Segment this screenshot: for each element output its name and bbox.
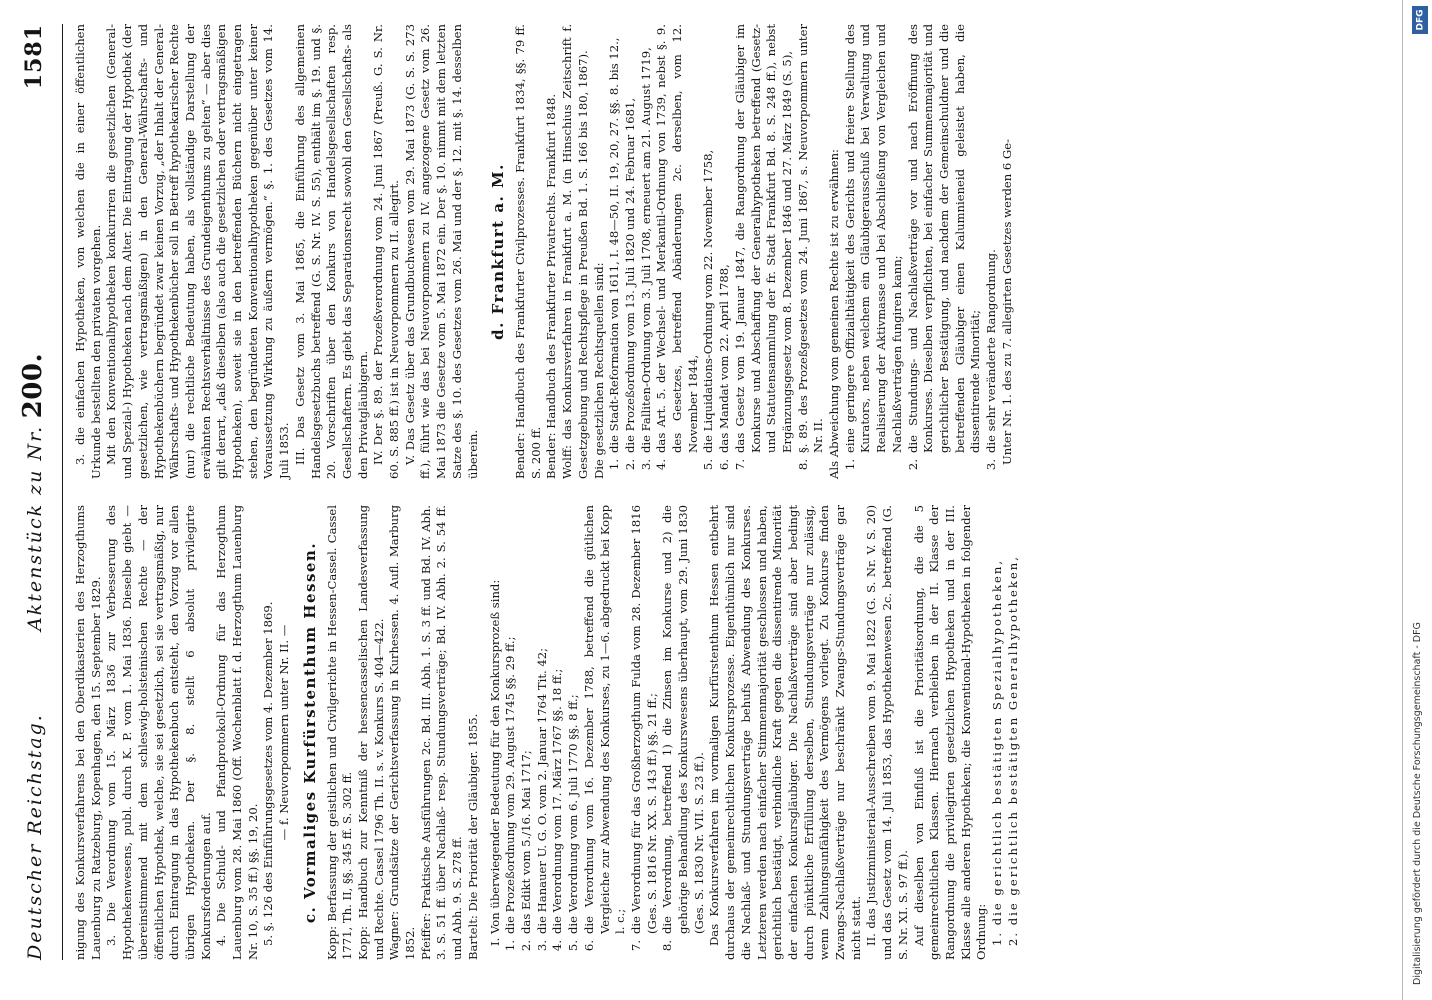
- list-text: das Gesetz vom 19. Januar 1847, die Rangordnung der Gläubiger im Konkurse und Abschaffung der Generalhypotheken betreffend (Gesetz- und Statutensammlung der fr. Stadt Frankfurt Bd. 8. S. 248 ff.), nebst Ergänzungsgesetz vom 8. Dezember 1846 und 27. März 1849 (S. 5),: [732, 24, 794, 453]
- section-heading-d: d. Frankfurt a. M.: [489, 163, 508, 340]
- list-item: [843, 24, 906, 479]
- paragraph: Als Abweichung vom gemeinen Rechte ist zu erwähnen:: [827, 149, 842, 479]
- list-item: [717, 24, 733, 479]
- list-text: die Stadt-Reformation von 1611, I. 48—50, II. 19, 20, 27. §§. 8. bis 12.,: [607, 37, 622, 453]
- list-text: die Verordnung vom 16. Dezember 1788, betreffend die gütlichen Vergleiche zur Abwendung des Konkurses, zu 1—6. abgedruckt bei Kopp l. c.;: [581, 505, 628, 934]
- list-item: [629, 505, 660, 960]
- cross-reference: — f. Neuvorpommern unter Nr. II. —: [277, 624, 292, 841]
- paragraph: II. das Justizministerial-Ausschreiben vom 9. Mai 1822 (G. S. Nr. V. S. 20) und das Gesetz vom 14. Juli 1853, das Hypothekenwesen 2c. betreffend (G. S. Nr. XI. S. 97 ff.).: [864, 505, 910, 960]
- list-text: die Verordnung, betreffend 1) die Zinsen im Konkurse und 2) die gehörige Behandlung des Konkurswesens überhaupt, vom 29. Juni 1830 (Ges. S. 1830 Nr. VII. S. 23 ff.).: [660, 505, 706, 934]
- list-text: §. 89. des Prozeßgesetzes vom 24. Juni 1867, s. Neuvorpommern unter Nr. II.: [795, 24, 826, 453]
- list-item: [623, 24, 639, 479]
- source-list: [503, 505, 707, 960]
- list-text: das Mandat vom 22. April 1788,: [717, 264, 732, 453]
- paragraph: Mit den Konventionalhypotheken konkurriren die gesetzlichen (General- und Spezial-) Hypotheken nach dem Alter. Die Eintragung der Hypothek (der gesetzlichen, wie vertragsmäßigen) in den General-Währschafts- und Hypothekenbüchern begründet zwar keinen Vorzug, „der Inhalt der General-Währschafts- und Hypothekenbücher soll in Betreff hypothekarischer Rechte (nur) die rechtliche Bedeutung haben, als vollständige Darstellung der erwähnten Rechtsverhältnisse des Grundeigenthums zu gelten“ — aber dies gilt derart, „daß dieselben (also auch die gesetzlichen oder vertragsmäßigen Hypotheken), soweit sie in den betreffenden Büchern nicht eingetragen stehen, den begründeten Konventionalhypotheken gegenüber unter keiner Voraussetzung Wirkung zu äußern vermögen.“ §. 1. des Gesetzes vom 14. Juli 1853.: [104, 24, 292, 479]
- header-document-ref: [18, 353, 48, 631]
- list-text: die Verordnung vom 6. Juli 1770 §§. 8 ff.;: [566, 694, 581, 934]
- list-item: [654, 24, 701, 479]
- running-head: [18, 24, 63, 960]
- list-number: 8.: [660, 940, 675, 952]
- list-text: die Prozeßordnung vom 29. August 1745 §§. 29 ff.;: [503, 636, 518, 934]
- list-item: [701, 24, 717, 479]
- paragraph: 3. die einfachen Hypotheken, von welchen die in einer öffentlichen Urkunde bestellten den privaten vorgehen.: [73, 24, 103, 479]
- list-text: die Hanauer U. G. O. vom 2. Januar 1764 Tit. 42;: [534, 647, 549, 934]
- list-item: [503, 505, 519, 960]
- paragraph: nigung des Konkursverfahrens bei den Oberdikasterien des Herzogthums Lauenburg zu Ratzeburg, Kopenhagen, den 15. September 1829.: [73, 505, 103, 960]
- list-number: 5.: [701, 459, 716, 471]
- list-number: 4.: [550, 940, 565, 952]
- list-item: [796, 24, 827, 479]
- list-text: die sehr veränderte Rangordnung.: [984, 249, 999, 453]
- list-item: [566, 505, 582, 960]
- list-number: 2.: [622, 459, 637, 471]
- list-text: das Art. 5. der Wechsel- und Merkantil-Ordnung von 1739, nebst §. 9. des Gesetzes, betreffend Abänderungen 2c. derselben, vom 12. November 1844,: [654, 24, 700, 453]
- header-ref-prefix: Aktenstück zu Nr.: [24, 424, 46, 631]
- list-item: [550, 505, 566, 960]
- paragraph: Das Konkursverfahren im vormaligen Kurfürstenthum Hessen entbehrt durchaus der gemeinrechtlichen Konkursprozesse. Eigenthümlich nur sind die Nachlaß- und Stundungsverträge behufs Abwendung des Konkurses. Letzteren werden nach einfacher Stimmenmajorität geschlossen und haben, gerichtlich bestätigt, verbindliche Kraft gegen die dissentirende Minorität der einfachen Konkursgläubiger. Die Nachlaßverträge sind aber bedingt durch pünktliche Erfüllung derselben, Stundungsverträge nur zulässig, wenn Zahlungsunfähigkeit des Vermögens vorliegt. Zu Konkurse finden Zwangs-Nachlaßverträge nur beschränkt Zwangs-Stundungsverträge gar nicht statt.: [707, 505, 863, 960]
- list-item: [733, 24, 796, 479]
- paragraph: IV. Der §. 89. der Prozeßverordnung vom 24. Juni 1867 (Preuß. G. S. Nr. 60. S. 885 ff.) ist in Neuvorpommern zu II. allegirt.: [371, 24, 402, 479]
- deviation-list: [843, 24, 1000, 479]
- section-heading-c: c. Vormaliges Kurfürstenthum Hessen.: [300, 541, 319, 924]
- list-item: [607, 24, 623, 479]
- list-number: 3.: [638, 459, 653, 471]
- list-text: die Prozeßordnung vom 13. Juli 1820 und 24. Februar 1681,: [622, 97, 637, 453]
- list-text: das Edikt vom 5./16. Mai 1717;: [518, 750, 533, 934]
- paragraph: 4. Die Schuld- und Pfandprotokoll-Ordnung für das Herzogthum Lauenburg vom 28. Mai 1860 (Off. Wochenblatt f. d. Herzogthum Lauenburg Nr. 10, S. 35 ff.) §§. 19, 20.: [214, 505, 260, 960]
- list-number: 7.: [628, 940, 643, 952]
- list-number: 8.: [795, 459, 810, 471]
- literature-entry: Kopp: Handbuch zur Kenntniß der hessencasselischen Landesverfassung und Rechte. Cassel 1796 Th. II. s. v. Konkurs S. 404—422.: [355, 505, 386, 960]
- list-text: die Verordnung vom 17. März 1767 §§. 18 ff.;: [550, 668, 565, 934]
- list-item: [535, 505, 551, 960]
- list-item: [519, 505, 535, 960]
- literature-entry: Wolff: das Konkursverfahren in Frankfurt a. M. (in Hinschius Zeitschrift f. Gesetzgebung und Rechtspflege in Preußen Bd. 1. S. 166 bis 180, 1867).: [560, 24, 590, 479]
- dfg-logo-text: DFG: [1415, 9, 1426, 31]
- dfg-watermark: Digitalisierung gefördert durch die Deutsche Forschungsgemeinschaft - DFG: [1412, 622, 1423, 985]
- literature-entry: Bender: Handbuch des Frankfurter Privatrechts. Frankfurt 1848.: [544, 93, 559, 479]
- header-ref-number: 200.: [18, 353, 48, 419]
- literature-entry: Bender: Handbuch des Frankfurter Civilprozesses. Frankfurt 1834, §§. 79 ff. S. 200 ff.: [512, 24, 543, 479]
- list-number: 1.: [503, 940, 518, 952]
- paragraph: 3. Die Verordnung vom 15. März 1836 zur Verbesserung des Hypothekenwesens, publ. durch K. P. vom 1. Mai 1836. Dieselbe giebt — übereinstimmend mit dem schleswig-holsteinischen Rechte — der öffentlichen Hypothek, welche, sie sei gesetzlich, sei sie vertragsmäßig, nur durch Eintragung in das Hypothekenbuch entsteht, den Vorzug vor allen übrigen Hypotheken. Der §. 8. stellt 6 absolut privilegirte Konkursforderungen auf.: [104, 505, 213, 960]
- list-text: eine geringere Offizialthätigkeit des Gerichts und freiere Stellung des Kurators, neben welchem ein Gläubigerausschuß bei Verwaltung und Realisierung der Aktivmasse und bei Abschließung von Vergleichen und Nachlaßverträgen fungiren kann;: [842, 24, 904, 453]
- dfg-logo: [1412, 6, 1428, 34]
- list-number: 3.: [984, 459, 999, 471]
- list-number: 7.: [732, 459, 747, 471]
- paragraph: III. Das Gesetz vom 3. Mai 1865, die Einführung des allgemeinen Handelsgesetzbuchs betreffend (G. S. Nr. IV. S. 55), enthält im §. 19. und §. 20. Vorschriften über den Konkurs von Handelsgesellschaften resp. Gesellschaftern. Es giebt das Separationsrecht sowohl den Gesellschafts- als den Privatgläubigern.: [292, 24, 370, 479]
- list-text: die Stundungs- und Nachlaßverträge vor und nach Eröffnung des Konkurses. Dieselben verpflichten, bei einfacher Summenmajorität und gerichtlicher Bestätigung, und nachdem der Gemeinschuldner und die betreffenden Gläubiger einen Kalumnieneid geleistet haben, die dissentirende Minorität;: [905, 24, 983, 453]
- list-number: 5.: [566, 940, 581, 952]
- list-item: [582, 505, 629, 960]
- literature-entry: Pfeiffer: Praktische Ausführungen 2c. Bd. III. Abh. 1. S. 3 ff. und Bd. IV. Abh. 3. S. 51 ff. über Nachlaß- resp. Stundungsverträge; Bd. IV. Abh. 2. S. 54 ff. und Abh. 9. S. 278 ff.: [418, 505, 465, 960]
- sources-heading: Die gesetzlichen Rechtsquellen sind:: [591, 262, 606, 479]
- paragraph: 5. §. 126 des Einführungsgesetzes vom 4. Dezember 1869.: [261, 601, 276, 946]
- order-item: 2. die gerichtlich bestätigten Generalhypotheken,: [1005, 555, 1020, 946]
- page-number: 1581: [21, 24, 47, 90]
- left-column: [73, 505, 1021, 960]
- paragraph: Auf dieselben von Einfluß ist die Prioritätsordnung, die die 5 gemeinrechtlichen Klassen. Hiernach verbleiben in der II. Klasse der Rangordnung die privilegirten gesetzlichen Hypotheken und in der III. Klasse alle anderen Hypotheken; die Konventional-Hypotheken in folgender Ordnung:: [911, 505, 989, 960]
- list-item: [984, 24, 1000, 479]
- list-number: 4.: [654, 459, 669, 471]
- literature-entry: Kopp: Berfassung der geistlichen und Civilgerichte in Hessen-Cassel. Cassel 1771, Th. II, §§. 345 ff. S. 302 ff.: [324, 505, 355, 960]
- list-number: 3.: [534, 940, 549, 952]
- list-item: [906, 24, 985, 479]
- list-text: die Verordnung für das Großherzogthum Fulda vom 28. Dezember 1816 (Ges. S. 1816 Nr. XX. S. 143 ff.) §§. 21 ff.;: [628, 505, 659, 934]
- paragraph: V. Das Gesetz über das Grundbuchwesen vom 29. Mai 1873 (G. S. S. 273 ff.), führt wie das bei Neuvorpommern zu IV. angezogene Gesetz vom 26. Mai 1873 die Gesetze vom 5. Mai 1872 ein. Der §. 10. nimmt mit dem letzten Satze des §. 10. des Gesetzes vom 26. Mai und der §. 12. mit §. 14. desselben überein.: [402, 24, 480, 479]
- order-item: 1. die gerichtlich bestätigten Spezialhypotheken,: [990, 558, 1005, 946]
- list-text: die Falliten-Ordnung vom 3. Juli 1708, erneuert am 21. August 1719,: [638, 47, 653, 453]
- list-text: die Liquidations-Ordnung vom 22. November 1758,: [701, 149, 716, 453]
- list-number: 1.: [842, 459, 857, 471]
- text-columns: [73, 24, 1021, 960]
- list-number: 6.: [717, 459, 732, 471]
- list-number: 1.: [607, 459, 622, 471]
- header-publication: Deutscher Reichstag.: [24, 713, 46, 960]
- list-item: [639, 24, 655, 479]
- list-number: 6.: [581, 940, 596, 952]
- paragraph: Unter Nr. 1. des zu 7. allegirten Gesetzes werden 6 Ge-: [999, 138, 1014, 465]
- literature-entry: Bartelt: Die Priorität der Gläubiger. 1855.: [465, 713, 480, 960]
- literature-entry: Wagner: Grundsätze der Gerichtsverfassung in Kurhessen. 4. Aufl. Marburg 1852.: [387, 505, 418, 960]
- list-number: 2.: [905, 459, 920, 471]
- subsection-heading: I. Von überwiegender Bedeutung für den Konkursprozeß sind:: [487, 579, 502, 946]
- source-list: [607, 24, 827, 479]
- list-item: [660, 505, 707, 960]
- right-column: [73, 24, 1021, 479]
- scan-edge-line: [1402, 0, 1403, 1000]
- list-number: 2.: [518, 940, 533, 952]
